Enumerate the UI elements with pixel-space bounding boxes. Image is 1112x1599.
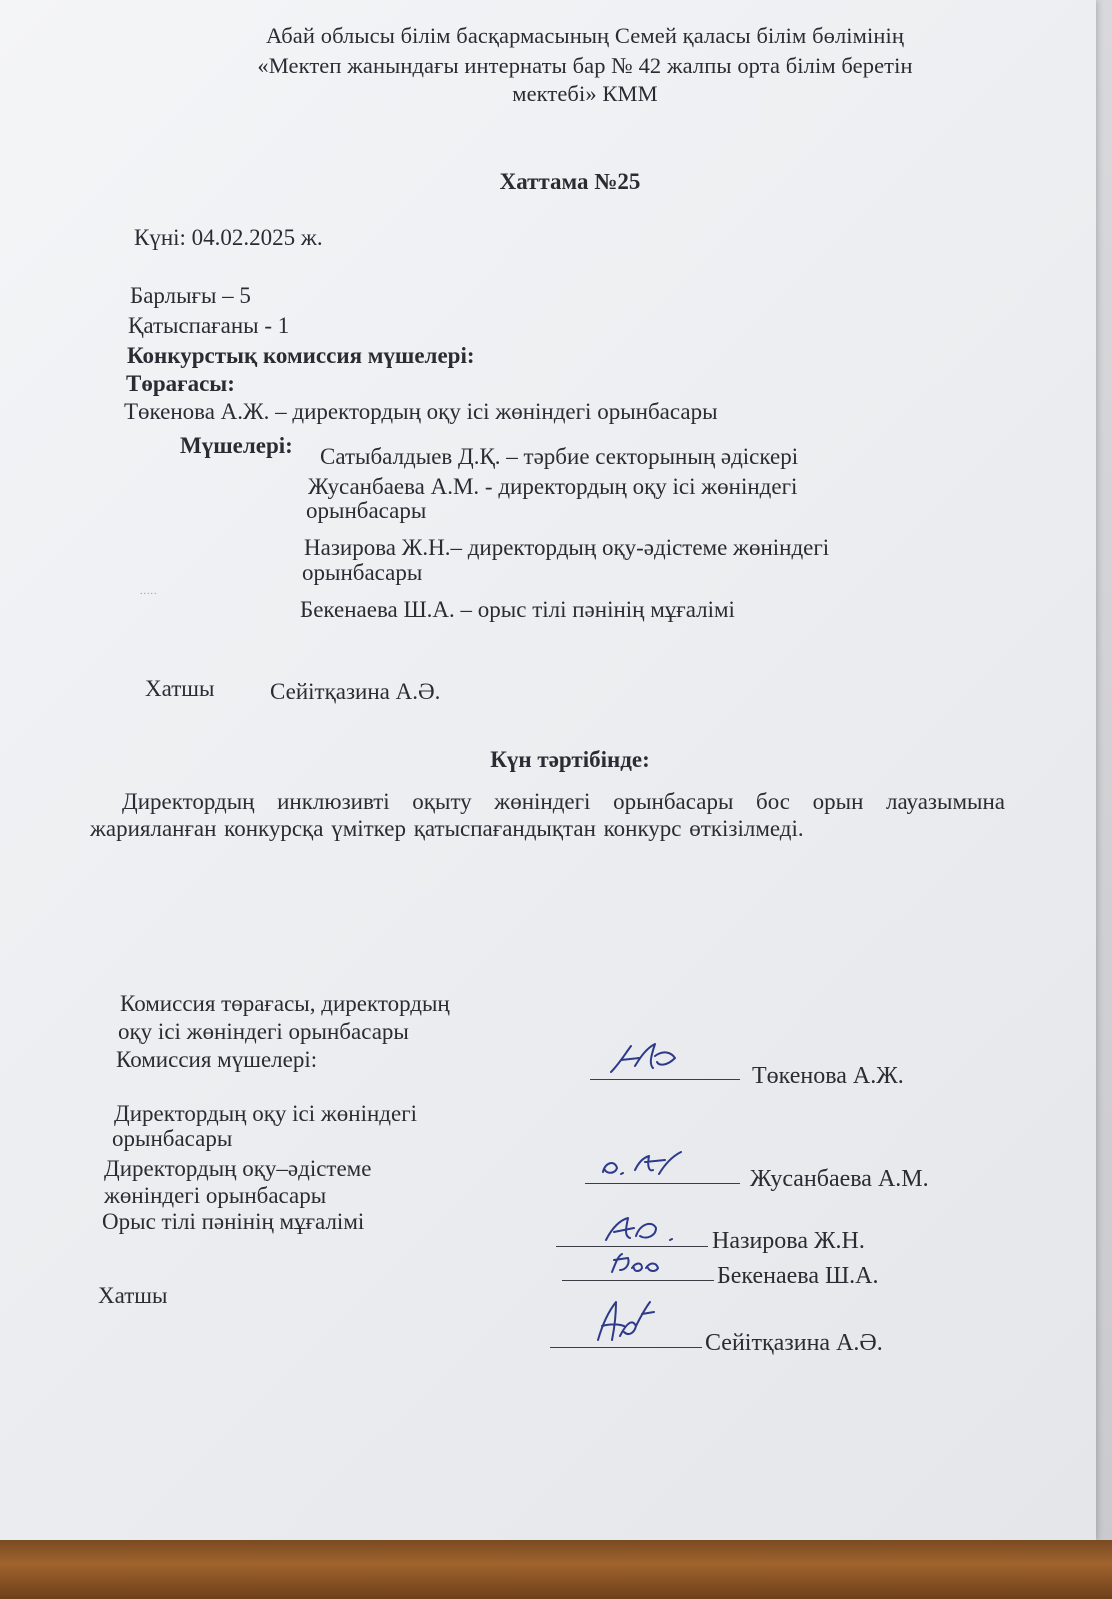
sig-label-chair-2: оқу ісі жөніндегі орынбасары [118, 1019, 409, 1044]
date: Күні: 04.02.2025 ж. [134, 225, 323, 250]
member-3-cont: орынбасары [302, 560, 423, 585]
agenda-heading: Күн тәртібінде: [490, 747, 650, 772]
absent-count: Қатыспағаны - 1 [128, 313, 290, 338]
signature-line [562, 1280, 714, 1281]
sig-label-secretary: Хатшы [98, 1283, 168, 1308]
member-1: Сатыбалдыев Д.Қ. – тәрбие секторының әдіскері [320, 444, 799, 469]
secretary-name: Сейітқазина А.Ә. [270, 679, 441, 704]
commission-heading: Конкурстық комиссия мүшелері: [127, 343, 475, 368]
sig-label-member-1: Директордың оқу ісі жөніндегі [114, 1101, 418, 1126]
agenda-text: Директордың инклюзивті оқыту жөніндегі орынбасары бос орын лауазымына жарияланған конкурсқа үміткер қатыспағандықтан конкурс өткізілмеді. [90, 789, 1005, 841]
chair-label: Төрағасы: [126, 371, 235, 396]
header-line-2: «Мектеп жанындағы интернаты бар № 42 жалпы орта білім беретін [257, 53, 913, 78]
sig-label-member-2-cont: жөніндегі орынбасары [104, 1183, 327, 1208]
decorative-dots: ..... [140, 586, 158, 597]
sig-name-member-2: Назирова Ж.Н. [712, 1228, 865, 1254]
secretary-label: Хатшы [145, 676, 215, 701]
member-2-cont: орынбасары [306, 498, 427, 523]
sig-name-secretary: Сейітқазина А.Ә. [705, 1330, 883, 1356]
sig-label-members: Комиссия мүшелері: [116, 1047, 318, 1072]
sig-label-member-1-cont: орынбасары [112, 1126, 233, 1151]
sig-name-member-3: Бекенаева Ш.А. [717, 1263, 879, 1289]
handwritten-signature-4 [606, 1248, 676, 1278]
handwritten-signature-5 [590, 1296, 660, 1351]
handwritten-signature-2 [595, 1140, 690, 1185]
header-line-1: Абай облысы білім басқармасының Семей қаласы білім бөлімінің [266, 23, 904, 48]
members-label: Мүшелері: [180, 433, 293, 458]
sig-name-chair: Төкенова А.Ж. [752, 1063, 904, 1089]
wooden-surface [0, 1540, 1112, 1599]
member-2: Жусанбаева А.М. - директордың оқу ісі жөніндегі [308, 474, 798, 499]
sig-name-member-1: Жусанбаева А.М. [750, 1166, 929, 1192]
sig-label-chair-1: Комиссия төрағасы, директордың [120, 991, 450, 1016]
handwritten-signature-1 [605, 1036, 685, 1081]
document-title: Хаттама №25 [499, 169, 641, 194]
total-count: Барлығы – 5 [130, 283, 251, 308]
header-line-3: мектебі» КММ [512, 81, 658, 106]
member-4: Бекенаева Ш.А. – орыс тілі пәнінің мұғалімі [300, 597, 735, 622]
sig-label-member-2: Директордың оқу–әдістеме [104, 1156, 372, 1181]
handwritten-signature-3 [600, 1210, 680, 1250]
member-3: Назирова Ж.Н.– директордың оқу-әдістеме жөніндегі [304, 535, 830, 560]
chair-entry: Төкенова А.Ж. – директордың оқу ісі жөніндегі орынбасары [124, 399, 718, 424]
sig-label-member-3: Орыс тілі пәнінің мұғалімі [102, 1209, 365, 1234]
